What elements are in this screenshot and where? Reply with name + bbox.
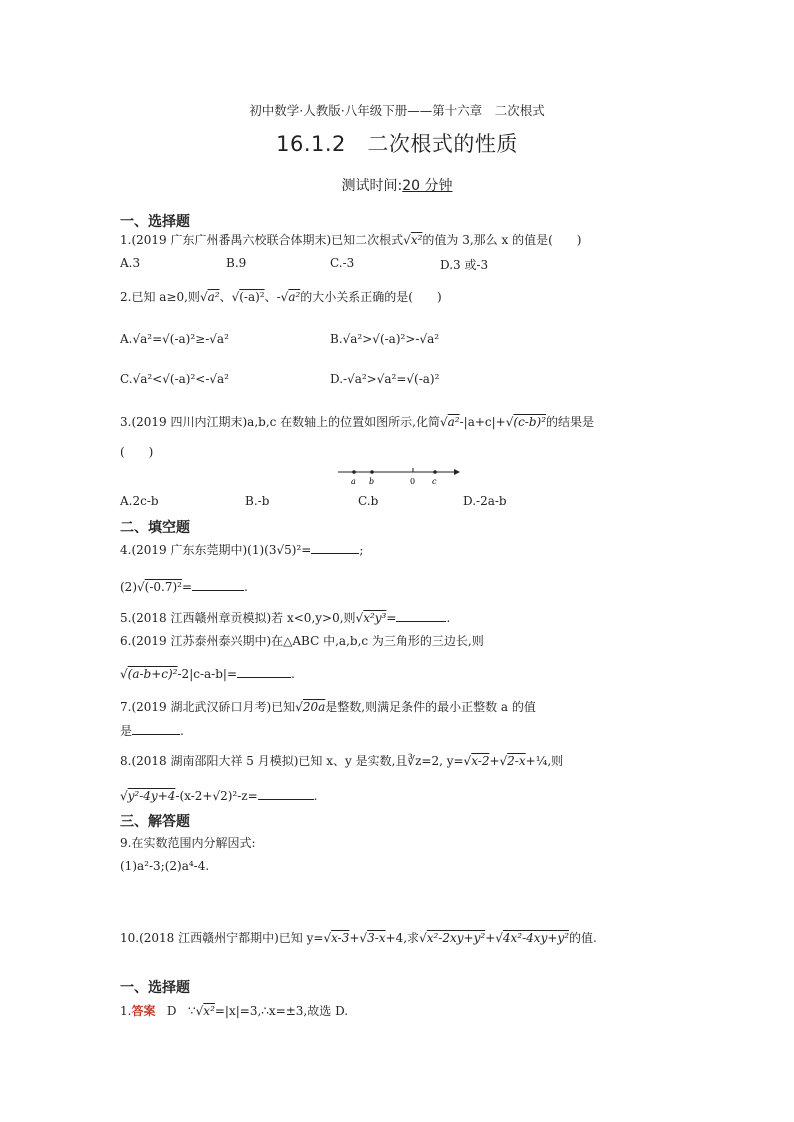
q10-radicand-4: 4x²-4xy+y² [502, 931, 569, 945]
answer-1-radicand: x² [203, 1004, 215, 1018]
answer-1-letter: D [166, 1004, 177, 1018]
q1-radicand: x² [410, 233, 423, 247]
q10-radicand-2: 3-x [367, 931, 386, 945]
answer-1: 1.答案 D ∵√x²=|x|=3,∴x=±3,故选 D. [120, 1004, 349, 1018]
q3-point-c [433, 470, 437, 474]
q2-option-c: C.√a²<√(-a)²<-√a² [120, 372, 229, 386]
question-1-stem [120, 232, 581, 248]
q8-plus: + [489, 754, 500, 768]
q10-end: 的值. [569, 931, 597, 945]
q6-radicand: (a-b+c)² [127, 667, 178, 681]
q6-blank[interactable] [237, 666, 291, 678]
q1-option-c: C.-3 [330, 256, 355, 270]
question-3-stem [120, 414, 594, 430]
q8-stem-text-2: ,则 [547, 754, 564, 768]
question-8-stem: 8.(2018 湖南邵阳大祥 5 月模拟)已知 x、y 是实数,且∛z=2, y=√x-2+√2-x+¼,则 [120, 754, 564, 768]
answer-label: 答案 [131, 1004, 156, 1018]
q8-blank[interactable] [258, 788, 314, 800]
question-9-stem: 9.在实数范围内分解因式: [120, 836, 256, 850]
q3-stem-text-2: 的结果是 [546, 415, 595, 429]
test-time-value: 20 分钟 [402, 178, 453, 194]
q4-part2-suffix: = [181, 580, 193, 594]
q4-part2-prefix: (2) [120, 580, 137, 594]
q6-end: . [291, 667, 295, 681]
q3-label-c: c [432, 477, 437, 486]
q2-option-b: B.√a²>√(-a)²>-√a² [330, 332, 440, 346]
q8-stem-text: 8.(2018 湖南邵阳大祥 5 月模拟)已知 x、y 是实数,且∛z=2, y= [120, 754, 464, 768]
q10-radicand-3: x²-2xy+y² [426, 931, 486, 945]
question-8-expr: √y²-4y+4-(x-2+√2)²-z= . [120, 789, 318, 803]
q3-option-c: C.b [358, 494, 379, 508]
q10-mid: +4,求 [385, 931, 420, 945]
question-4-part1 [120, 542, 363, 558]
question-5: 5.(2018 江西赣州章贡模拟)若 x<0,y>0,则√x²y³= . [120, 611, 451, 625]
q4-part2-radicand: (-0.7)² [144, 580, 182, 594]
q3-label-0: 0 [410, 477, 416, 486]
q1-stem-text-2: 的值为 3,那么 x 的值是( ) [422, 233, 582, 247]
answer-1-rest: =|x|=3,∴x=±3,故选 D. [214, 1004, 349, 1018]
section-choice-heading: 一、选择题 [120, 214, 190, 230]
q7-blank[interactable] [132, 723, 180, 735]
q4-stem-text: 4.(2019 广东东莞期中)(1)(3√5)²= [120, 543, 312, 557]
answer-1-number: 1. [120, 1004, 132, 1018]
question-7-line2 [120, 723, 184, 739]
q8-radicand-1: x-2 [471, 754, 490, 768]
q10-stem-text: 10.(2018 江西赣州宁都期中)已知 y= [120, 931, 324, 945]
test-time-label: 测试时间: [341, 178, 403, 194]
section-solve-heading: 三、解答题 [120, 814, 190, 830]
q5-end: . [446, 611, 451, 625]
section-fill-heading: 二、填空题 [120, 520, 190, 536]
page-header: 初中数学·人教版·八年级下册——第十六章 二次根式 [249, 103, 545, 118]
q7-radicand: 20a [302, 700, 326, 714]
q8-radicand-3: y²-4y+4 [127, 789, 176, 803]
q3-label-a: a [351, 477, 356, 486]
q7-line2-text: 是 [120, 724, 133, 738]
question-9-parts: (1)a²-3;(2)a⁴-4. [120, 859, 210, 873]
question-10: 10.(2018 江西赣州宁都期中)已知 y=√x-3+√3-x+4,求√x²-2xy+y²+√4x²-4xy+y²的值. [120, 931, 597, 945]
q10-plus-1: + [349, 931, 360, 945]
q3-option-d: D.-2a-b [463, 494, 507, 508]
test-time [0, 175, 794, 195]
q2-stem-text: 2.已知 a≥0,则 [120, 290, 200, 304]
q1-stem-text: 1.(2019 广东广州番禺六校联合体期末)已知二次根式 [120, 233, 404, 247]
q5-radicand: x²y³ [363, 611, 387, 625]
q3-point-b [370, 470, 374, 474]
q3-number-line [336, 465, 462, 487]
question-6-expr: √(a-b+c)²-2|c-a-b|= . [120, 667, 295, 681]
q10-radicand-1: x-3 [331, 931, 350, 945]
q4-blank-1[interactable] [311, 542, 359, 554]
q2-expr: √a²、√(-a)²、-√a² [199, 290, 301, 304]
q7-end: . [180, 724, 184, 738]
question-2-stem [120, 289, 442, 305]
q8-end: . [313, 789, 318, 803]
q3-expr: √a²-|a+c|+√(c-b)² [439, 415, 547, 429]
q3-paren: ( ) [120, 445, 154, 459]
q3-stem-text: 3.(2019 四川内江期末)a,b,c 在数轴上的位置如图所示,化简 [120, 415, 440, 429]
q7-stem-text: 7.(2019 湖北武汉硚口月考)已知 [120, 700, 296, 714]
q8-rest: -(x-2+√2)²-z= [175, 789, 258, 803]
because-symbol: ∵ [188, 1004, 196, 1018]
question-6-stem: 6.(2019 江苏泰州泰兴期中)在△ABC 中,a,b,c 为三角形的三边长,则 [120, 634, 484, 648]
q5-stem-text-2: = [386, 611, 397, 625]
answer-section-heading: 一、选择题 [120, 980, 190, 996]
page-title: 16.1.2 二次根式的性质 [276, 132, 518, 156]
q2-stem-text-2: 的大小关系正确的是( ) [300, 290, 442, 304]
q5-stem-text: 5.(2018 江西赣州章贡模拟)若 x<0,y>0,则 [120, 611, 356, 625]
q10-plus-2: + [485, 931, 496, 945]
q3-label-b: b [369, 477, 375, 486]
q1-radical: √x² [403, 233, 423, 247]
q3-point-a [352, 470, 356, 474]
q1-option-a: A.3 [120, 256, 141, 270]
q4-blank-2[interactable] [192, 579, 244, 591]
q4-end-2: . [244, 580, 248, 594]
q7-stem-text-2: 是整数,则满足条件的最小正整数 a 的值 [325, 700, 536, 714]
q3-option-b: B.-b [245, 494, 270, 508]
q8-radicand-2: 2-x [507, 754, 526, 768]
q1-option-d: D.3 或-3 [440, 258, 489, 272]
question-7-stem: 7.(2019 湖北武汉硚口月考)已知√20a是整数,则满足条件的最小正整数 a 的值 [120, 700, 536, 714]
q2-option-d: D.-√a²>√a²=√(-a)² [330, 372, 440, 386]
q3-option-a: A.2c-b [120, 494, 159, 508]
q6-rest: -2|c-a-b|= [177, 667, 237, 681]
question-4-part2: (2)√(-0.7)²= . [120, 580, 248, 594]
q2-option-a: A.√a²=√(-a)²≥-√a² [120, 332, 229, 346]
q4-end-1: ; [359, 543, 364, 557]
q5-blank[interactable] [396, 610, 446, 622]
q1-option-b: B.9 [226, 256, 247, 270]
q8-fraction: +¼ [525, 754, 548, 768]
